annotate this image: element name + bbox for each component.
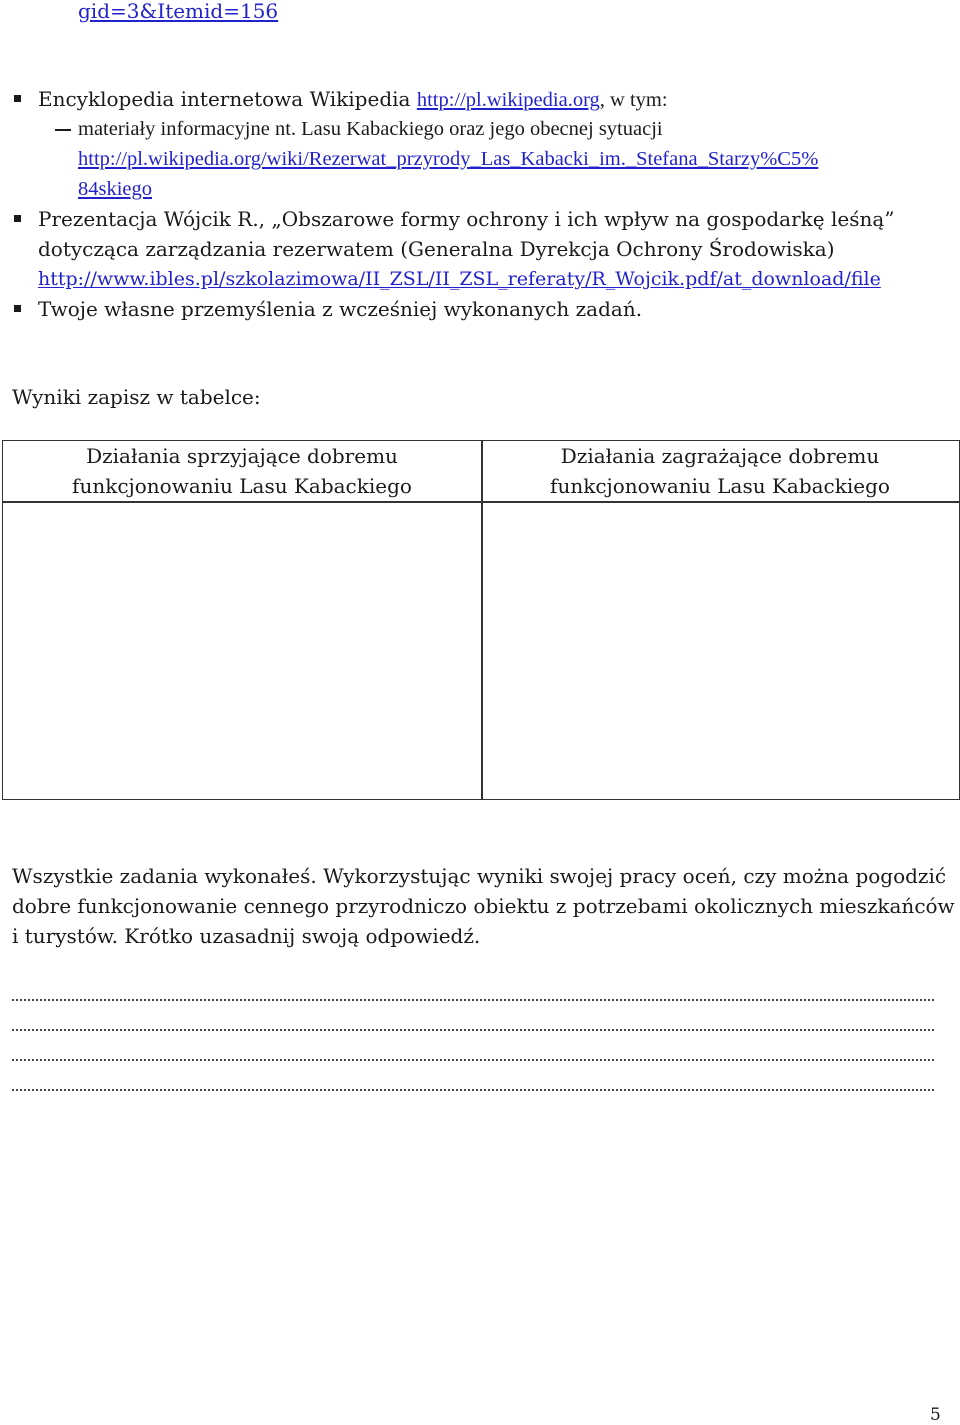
header-favorable-line1: Działania sprzyjające dobremu [86,444,398,468]
wikipedia-item [38,84,668,115]
presentation-link[interactable]: http://www.ibles.pl/szkolazimowa/II_ZSL/II_ZSL_referaty/R_Wojcik.pdf/at_download/file [38,268,881,290]
bullet-square-icon [14,95,21,102]
bullet-square-icon [14,305,21,312]
table-cell-threatening[interactable] [483,503,958,799]
wikipedia-link[interactable]: http://pl.wikipedia.org [416,89,600,111]
presentation-line1: Prezentacja Wójcik R., „Obszarowe formy ochrony i ich wpływ na gospodarkę leśną” [38,207,895,231]
header-favorable-line2: funkcjonowaniu Lasu Kabackiego [72,474,412,498]
bullet-square-icon [14,215,21,222]
own-thoughts-item: Twoje własne przemyślenia z wcześniej wykonanych zadań. [38,297,643,321]
header-threatening-line2: funkcjonowaniu Lasu Kabackiego [550,474,890,498]
wikipedia-suffix: , w tym: [599,89,668,111]
final-task-line1: Wszystkie zadania wykonałeś. Wykorzystując wyniki swojej pracy oceń, czy można pogodzić [12,864,947,888]
dash-bullet-icon [55,129,71,131]
table-header-threatening [482,441,958,501]
answer-line[interactable] [12,1029,934,1031]
final-task-line3: i turystów. Krótko uzasadnij swoją odpowiedź. [12,924,481,948]
results-table [2,440,960,800]
answer-line[interactable] [12,1059,934,1061]
sub-item-text: materiały informacyjne nt. Lasu Kabackiego oraz jego obecnej sytuacji [78,118,663,140]
wiki-reserve-link-line1[interactable]: http://pl.wikipedia.org/wiki/Rezerwat_przyrody_Las_Kabacki_im._Stefana_Starzy%C5% [78,148,819,170]
page-number: 5 [930,1405,941,1425]
table-header-favorable [3,441,481,501]
instruction-text: Wyniki zapisz w tabelce: [12,385,261,409]
wiki-reserve-link-line2[interactable]: 84skiego [78,178,153,200]
top-link[interactable]: gid=3&Itemid=156 [78,0,279,23]
answer-line[interactable] [12,1089,934,1091]
header-threatening-line1: Działania zagrażające dobremu [560,444,880,468]
presentation-line2: dotycząca zarządzania rezerwatem (Generalna Dyrekcja Ochrony Środowiska) [38,237,835,261]
table-cell-favorable[interactable] [3,503,480,799]
wikipedia-prefix: Encyklopedia internetowa Wikipedia [38,87,417,111]
final-task-line2: dobre funkcjonowanie cennego przyrodniczo obiektu z potrzebami okolicznych mieszkańców [12,894,955,918]
answer-line[interactable] [12,999,934,1001]
